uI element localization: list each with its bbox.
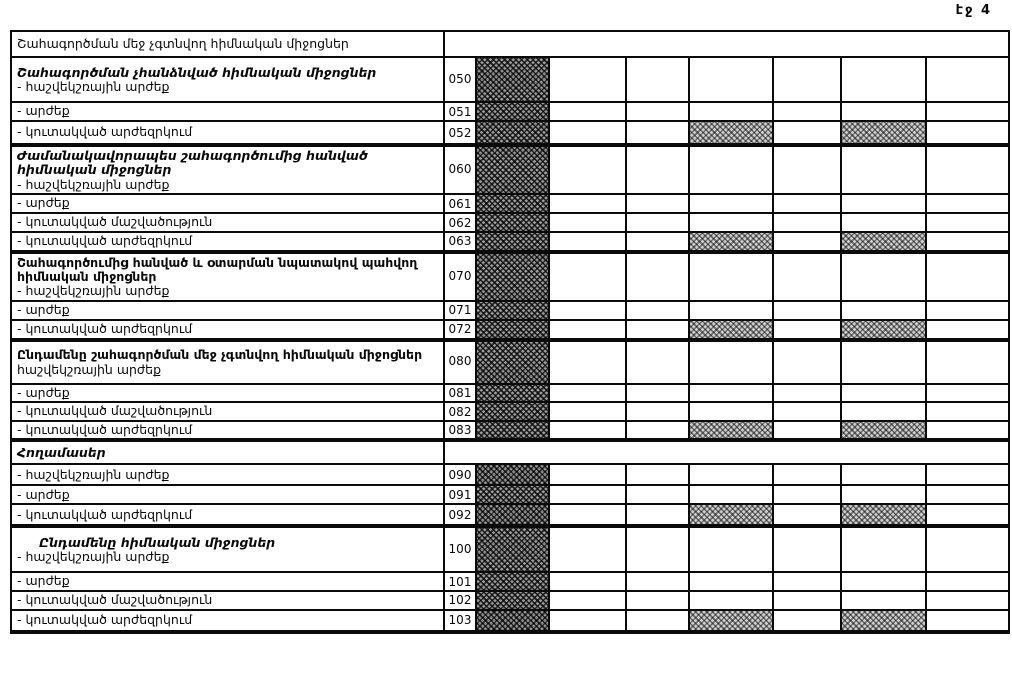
data-cell (689, 402, 773, 421)
data-cell (773, 252, 841, 301)
data-cell (841, 57, 926, 102)
data-cell (773, 464, 841, 485)
data-cell (926, 121, 1009, 145)
row-label-cell (11, 485, 444, 504)
row-label: - հաշվեկշռային արժեք (17, 283, 170, 299)
shaded-data-cell (476, 591, 549, 610)
data-cell (689, 194, 773, 213)
data-cell (626, 402, 689, 421)
data-cell (773, 402, 841, 421)
data-cell (926, 384, 1009, 402)
row-code: 050 (448, 71, 472, 86)
data-cell (626, 57, 689, 102)
data-cell (773, 121, 841, 145)
data-cell (773, 232, 841, 251)
data-cell (926, 572, 1009, 590)
data-cell (689, 572, 773, 590)
data-cell (626, 121, 689, 145)
row-code-cell (444, 252, 476, 301)
data-cell (549, 102, 626, 121)
section-title: Ընդամենը հիմնական միջոցներ (39, 535, 276, 550)
table-row (11, 121, 1009, 145)
shaded-data-cell (476, 526, 549, 572)
data-cell (626, 421, 689, 440)
row-label: - հաշվեկշռային արժեք (17, 466, 170, 482)
shaded-data-cell (689, 320, 773, 340)
data-cell (689, 213, 773, 232)
shaded-data-cell (689, 421, 773, 440)
data-cell (841, 526, 926, 572)
data-cell (689, 591, 773, 610)
row-label-cell (11, 464, 444, 485)
section-and-row-label-cell (11, 145, 444, 194)
scanned-form-sheet (10, 30, 1008, 634)
data-cell (773, 320, 841, 340)
shaded-data-cell (476, 504, 549, 526)
data-cell (549, 526, 626, 572)
row-label: - արժեք (17, 195, 70, 211)
table-row (11, 301, 1009, 320)
data-cell (773, 57, 841, 102)
data-cell (689, 301, 773, 320)
row-label-cell (11, 213, 444, 232)
data-cell (626, 252, 689, 301)
data-cell (841, 301, 926, 320)
shaded-data-cell (476, 301, 549, 320)
section-title: Շահագործման չհանձնված հիմնական միջոցներ (17, 64, 377, 80)
data-cell (773, 526, 841, 572)
row-label-cell (11, 232, 444, 251)
row-code-cell: 082 (444, 402, 476, 421)
row-code-cell: 063 (444, 232, 476, 251)
table-row (11, 384, 1009, 402)
row-code: 080 (448, 354, 472, 369)
row-label-cell (11, 102, 444, 121)
data-cell (773, 213, 841, 232)
section-title-cell (11, 440, 444, 464)
shaded-data-cell (476, 572, 549, 590)
table-body (11, 31, 1009, 632)
row-label: - կուտակված արժեզրկում (17, 320, 193, 336)
data-cell (841, 384, 926, 402)
data-cell (626, 384, 689, 402)
row-code-cell: 091 (444, 485, 476, 504)
row-label-cell (11, 194, 444, 213)
row-label-cell (11, 320, 444, 340)
row-label: - կուտակված մաշվածություն (17, 403, 213, 419)
data-cell (841, 213, 926, 232)
section-and-row-label-cell (11, 340, 444, 384)
section-row-flex (17, 347, 439, 377)
table-row (11, 402, 1009, 421)
data-cell (626, 485, 689, 504)
data-cell (689, 102, 773, 121)
data-cell (549, 402, 626, 421)
row-code: 070 (448, 268, 472, 283)
shaded-data-cell (841, 121, 926, 145)
data-cell (689, 464, 773, 485)
section-and-row-label-cell (11, 57, 444, 102)
row-code-cell (444, 145, 476, 194)
data-cell (926, 485, 1009, 504)
data-cell (549, 485, 626, 504)
data-cell (626, 320, 689, 340)
table-row (11, 610, 1009, 632)
section-title: Շահագործումից հանված և օտարման նպատակով պահվող հիմնական միջոցներ (17, 254, 418, 284)
data-cell (549, 572, 626, 590)
shaded-data-cell (476, 340, 549, 384)
fixed-assets-table (10, 30, 1010, 634)
row-label-cell (11, 402, 444, 421)
row-code-cell: 092 (444, 504, 476, 526)
shaded-data-cell (689, 121, 773, 145)
page-number: էջ 4 (955, 3, 992, 18)
section-plain (11, 440, 1009, 464)
data-cell (841, 102, 926, 121)
section-row (11, 526, 1009, 572)
row-label-cell (11, 121, 444, 145)
data-cell (773, 485, 841, 504)
table-row (11, 102, 1009, 121)
row-code-cell: 090 (444, 464, 476, 485)
data-cell (549, 57, 626, 102)
data-cell (549, 504, 626, 526)
data-cell (773, 591, 841, 610)
data-cell (549, 145, 626, 194)
data-cell (689, 526, 773, 572)
section-row (11, 252, 1009, 301)
data-cell (549, 384, 626, 402)
shaded-data-cell (476, 402, 549, 421)
data-cell (626, 591, 689, 610)
table-row (11, 320, 1009, 340)
data-cell (549, 340, 626, 384)
data-cell (926, 213, 1009, 232)
shaded-data-cell (476, 121, 549, 145)
row-label: - կուտակված մաշվածություն (17, 214, 213, 230)
data-cell (689, 252, 773, 301)
data-cell (841, 402, 926, 421)
data-cell (926, 320, 1009, 340)
section-row-flex (17, 535, 439, 565)
data-cell (926, 301, 1009, 320)
data-cell (626, 572, 689, 590)
data-cell (926, 232, 1009, 251)
row-code-cell: 051 (444, 102, 476, 121)
row-label: - արժեք (17, 301, 70, 317)
data-cell (689, 340, 773, 384)
section-and-row-label-cell (11, 526, 444, 572)
shaded-data-cell (476, 610, 549, 632)
data-cell (689, 384, 773, 402)
row-code-cell (444, 526, 476, 572)
data-cell (773, 610, 841, 632)
row-label-cell (11, 384, 444, 402)
row-code-cell: 052 (444, 121, 476, 145)
section-row (11, 340, 1009, 384)
row-label: - կուտակված արժեզրկում (17, 233, 193, 249)
data-cell (926, 421, 1009, 440)
data-cell (626, 526, 689, 572)
data-cell (773, 421, 841, 440)
shaded-data-cell (476, 384, 549, 402)
data-cell (926, 504, 1009, 526)
data-cell (841, 572, 926, 590)
row-label-cell (11, 591, 444, 610)
header (11, 31, 1009, 57)
data-cell (926, 145, 1009, 194)
data-cell (773, 102, 841, 121)
shaded-data-cell (841, 320, 926, 340)
shaded-data-cell (841, 610, 926, 632)
data-cell (841, 591, 926, 610)
data-cell (926, 610, 1009, 632)
table-description-header-cell: Շահագործման մեջ չգտնվող հիմնական միջոցներ (11, 31, 444, 57)
row-code-cell: 062 (444, 213, 476, 232)
data-cell (549, 421, 626, 440)
data-cell (626, 610, 689, 632)
row-code-cell: 102 (444, 591, 476, 610)
row-label-cell (11, 504, 444, 526)
row-label: - հաշվեկշռային արժեք (17, 549, 170, 565)
row-label-cell (11, 572, 444, 590)
section-row-flex (17, 255, 439, 299)
merged-empty-cell (444, 440, 1009, 464)
shaded-data-cell (841, 504, 926, 526)
data-cell (549, 464, 626, 485)
shaded-data-cell (476, 252, 549, 301)
table-row (11, 194, 1009, 213)
data-cell (926, 464, 1009, 485)
section-row-flex (17, 65, 439, 95)
data-cell (689, 485, 773, 504)
shaded-data-cell (476, 232, 549, 251)
data-cell (549, 591, 626, 610)
shaded-data-cell (476, 320, 549, 340)
data-cell (626, 464, 689, 485)
data-cell (549, 194, 626, 213)
data-cell (841, 252, 926, 301)
row-label: - արժեք (17, 103, 70, 119)
section-and-row-label-cell (11, 252, 444, 301)
row-label-cell (11, 301, 444, 320)
data-cell (926, 591, 1009, 610)
data-cell (926, 102, 1009, 121)
row-label-cell (11, 610, 444, 632)
table-row (11, 464, 1009, 485)
shaded-data-cell (841, 232, 926, 251)
row-label: - արժեք (17, 384, 70, 400)
row-label: - կուտակված արժեզրկում (17, 612, 193, 628)
shaded-data-cell (476, 102, 549, 121)
row-code-cell (444, 57, 476, 102)
shaded-data-cell (476, 464, 549, 485)
data-cell (626, 340, 689, 384)
data-cell (549, 121, 626, 145)
data-cell (773, 194, 841, 213)
data-cell (926, 526, 1009, 572)
table-row (11, 213, 1009, 232)
data-cell (841, 340, 926, 384)
data-cell (626, 102, 689, 121)
data-cell (689, 145, 773, 194)
data-cell (926, 402, 1009, 421)
section-title: Ժամանակավորապես շահագործումից հանված հիմնական միջոցներ (17, 148, 368, 178)
section-row-flex (17, 148, 439, 192)
data-cell (626, 194, 689, 213)
data-cell (549, 320, 626, 340)
data-cell (841, 145, 926, 194)
data-cell (626, 145, 689, 194)
data-cell (626, 213, 689, 232)
data-cell (626, 301, 689, 320)
data-cell (841, 194, 926, 213)
row-code-cell: 081 (444, 384, 476, 402)
data-cell (773, 301, 841, 320)
row-code-cell: 071 (444, 301, 476, 320)
data-cell (689, 57, 773, 102)
data-cell (773, 340, 841, 384)
section-title: Ընդամենը շահագործման մեջ չգտնվող հիմնական միջոցներ (17, 347, 423, 363)
row-label: - արժեք (17, 573, 70, 589)
row-code-cell: 083 (444, 421, 476, 440)
data-cell (773, 384, 841, 402)
data-cell (549, 301, 626, 320)
row-code: 100 (448, 541, 472, 556)
row-label: - հաշվեկշռային արժեք (17, 176, 170, 192)
row-label-cell (11, 421, 444, 440)
data-cell (773, 504, 841, 526)
data-cell (549, 610, 626, 632)
row-code-cell: 061 (444, 194, 476, 213)
shaded-data-cell (476, 421, 549, 440)
row-label: - կուտակված արժեզրկում (17, 506, 193, 522)
row-code: 060 (448, 162, 472, 177)
row-label: - կուտակված արժեզրկում (17, 124, 193, 140)
table-row (11, 504, 1009, 526)
data-cell (773, 572, 841, 590)
shaded-data-cell (476, 194, 549, 213)
shaded-data-cell (476, 145, 549, 194)
table-row (11, 572, 1009, 590)
data-cell (926, 340, 1009, 384)
row-label: - կուտակված մաշվածություն (17, 592, 213, 608)
shaded-data-cell (476, 57, 549, 102)
section-row (11, 57, 1009, 102)
data-cell (626, 504, 689, 526)
row-code-cell: 103 (444, 610, 476, 632)
data-cell (773, 145, 841, 194)
data-cell (926, 194, 1009, 213)
merged-empty-cell (444, 31, 1009, 57)
shaded-data-cell (476, 213, 549, 232)
row-label: հաշվեկշռային արժեք (17, 361, 162, 377)
data-cell (926, 57, 1009, 102)
table-row (11, 421, 1009, 440)
table-row (11, 485, 1009, 504)
row-code-cell: 101 (444, 572, 476, 590)
data-cell (549, 252, 626, 301)
data-cell (841, 464, 926, 485)
data-cell (626, 232, 689, 251)
data-cell (549, 232, 626, 251)
data-cell (841, 485, 926, 504)
data-cell (549, 213, 626, 232)
shaded-data-cell (689, 504, 773, 526)
table-row (11, 591, 1009, 610)
row-label: - հաշվեկշռային արժեք (17, 79, 170, 94)
data-cell (926, 252, 1009, 301)
section-title: Հողամասեր (17, 445, 106, 461)
row-code-cell: 072 (444, 320, 476, 340)
row-label: - արժեք (17, 486, 70, 502)
shaded-data-cell (689, 232, 773, 251)
row-label: - կուտակված արժեզրկում (17, 422, 193, 437)
row-code-cell (444, 340, 476, 384)
shaded-data-cell (841, 421, 926, 440)
shaded-data-cell (689, 610, 773, 632)
table-row (11, 232, 1009, 251)
shaded-data-cell (476, 485, 549, 504)
section-row (11, 145, 1009, 194)
